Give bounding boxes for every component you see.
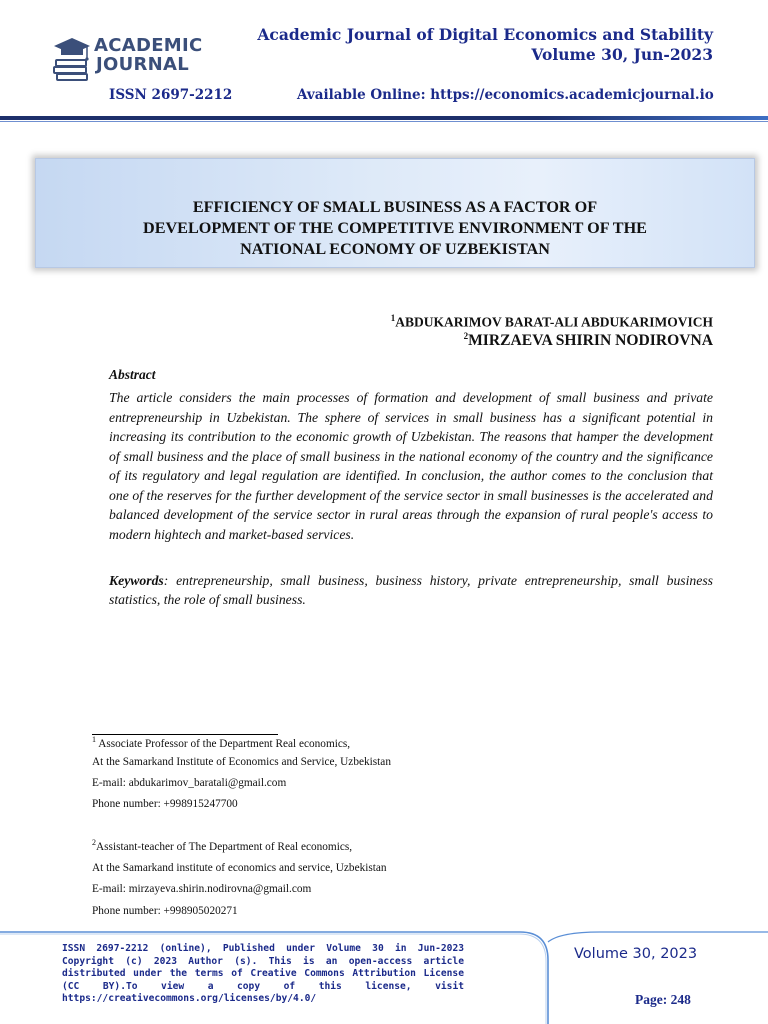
author-1 [391,313,713,331]
header-issn: ISSN 2697-2212 [109,87,233,103]
author-2 [464,331,713,350]
author-1-name: ABDUKARIMOV BARAT-ALI ABDUKARIMOVICH [395,314,713,330]
author-2-name: MIRZAEVA SHIRIN NODIROVNA [468,332,713,350]
footnote-1-sup: 1 [92,735,96,744]
keywords [109,571,713,609]
header-rule-thin [0,121,768,122]
footnote-1-line-2: At the Samarkand Institute of Economics and Service, Uzbekistan [92,756,391,768]
footnote-1-email: E-mail: abdukarimov_baratali@gmail.com [92,777,287,789]
journal-logo [52,34,224,82]
available-online-link[interactable]: Available Online: https://economics.academicjournal.io [297,87,714,103]
footnote-1-line-1 [92,735,350,750]
author-1-sup: 1 [390,313,396,323]
footnote-2-email: E-mail: mirzayeva.shirin.nodirovna@gmail.com [92,883,312,895]
header-rule [0,116,768,120]
footnote-2-line-2: At the Samarkand institute of economics and service, Uzbekistan [92,862,387,874]
abstract-heading: Abstract [109,367,156,382]
footnote-text: Associate Professor of the Department Real economics, [98,737,351,750]
logo-line-1: ACADEMIC [94,35,203,56]
title-line: NATIONAL ECONOMY OF UZBEKISTAN [240,240,550,258]
author-2-sup: 2 [463,331,469,341]
logo-line-2: JOURNAL [96,54,190,75]
footer-license-text: ISSN 2697-2212 (online), Published under Volume 30 in Jun-2023 Copyright (c) 2023 Author (s). This is an open-access article distributed under the terms of Creative Commons Attribution License (CC BY).To view a copy of this license, visit https://creativecommons.org/licenses/by/4.0/ [62,943,464,1005]
title-line: DEVELOPMENT OF THE COMPETITIVE ENVIRONMENT OF THE [143,219,647,237]
journal-name: Academic Journal of Digital Economics and Stability [257,25,713,44]
footnote-1-phone: Phone number: +998915247700 [92,798,238,810]
footnote-text: Assistant-teacher of The Department of Real economics, [96,840,353,853]
logo-wordmark [94,36,203,74]
journal-title-block [257,25,713,65]
footer-volume: Volume 30, 2023 [574,946,698,962]
abstract-text: The article considers the main processes of formation and development of small business and private entrepreneurship in Uzbekistan. The sphere of services in small business has a significant potential in increasing its contribution to the economic growth of Uzbekistan. The reasons that hamper the development of small business and the place of small business in the national economy of the country and the significance of its regulatory and legal regulation are identified. In conclusion, the author comes to the conclusion that one of the reserves for the further development of the service sector in small businesses is the accelerated and balanced development of the service sector in rural areas through the expansion of rural people's access to modern hightech and market-based services. [109,390,713,542]
footnote-2-sup: 2 [92,838,96,847]
keywords-label: Keywords [109,573,164,588]
footnote-2-phone: Phone number: +998905020271 [92,905,238,917]
graduation-cap-books-icon [52,34,92,82]
page-number: Page: 248 [635,992,691,1007]
keywords-text: : entrepreneurship, small business, business history, private entrepreneurship, small business statistics, the role of small business. [109,573,713,607]
footnote-2-line-1 [92,838,352,853]
journal-volume-date: Volume 30, Jun-2023 [531,45,713,64]
title-line: EFFICIENCY OF SMALL BUSINESS AS A FACTOR OF [192,198,598,216]
paper-title [95,197,695,260]
